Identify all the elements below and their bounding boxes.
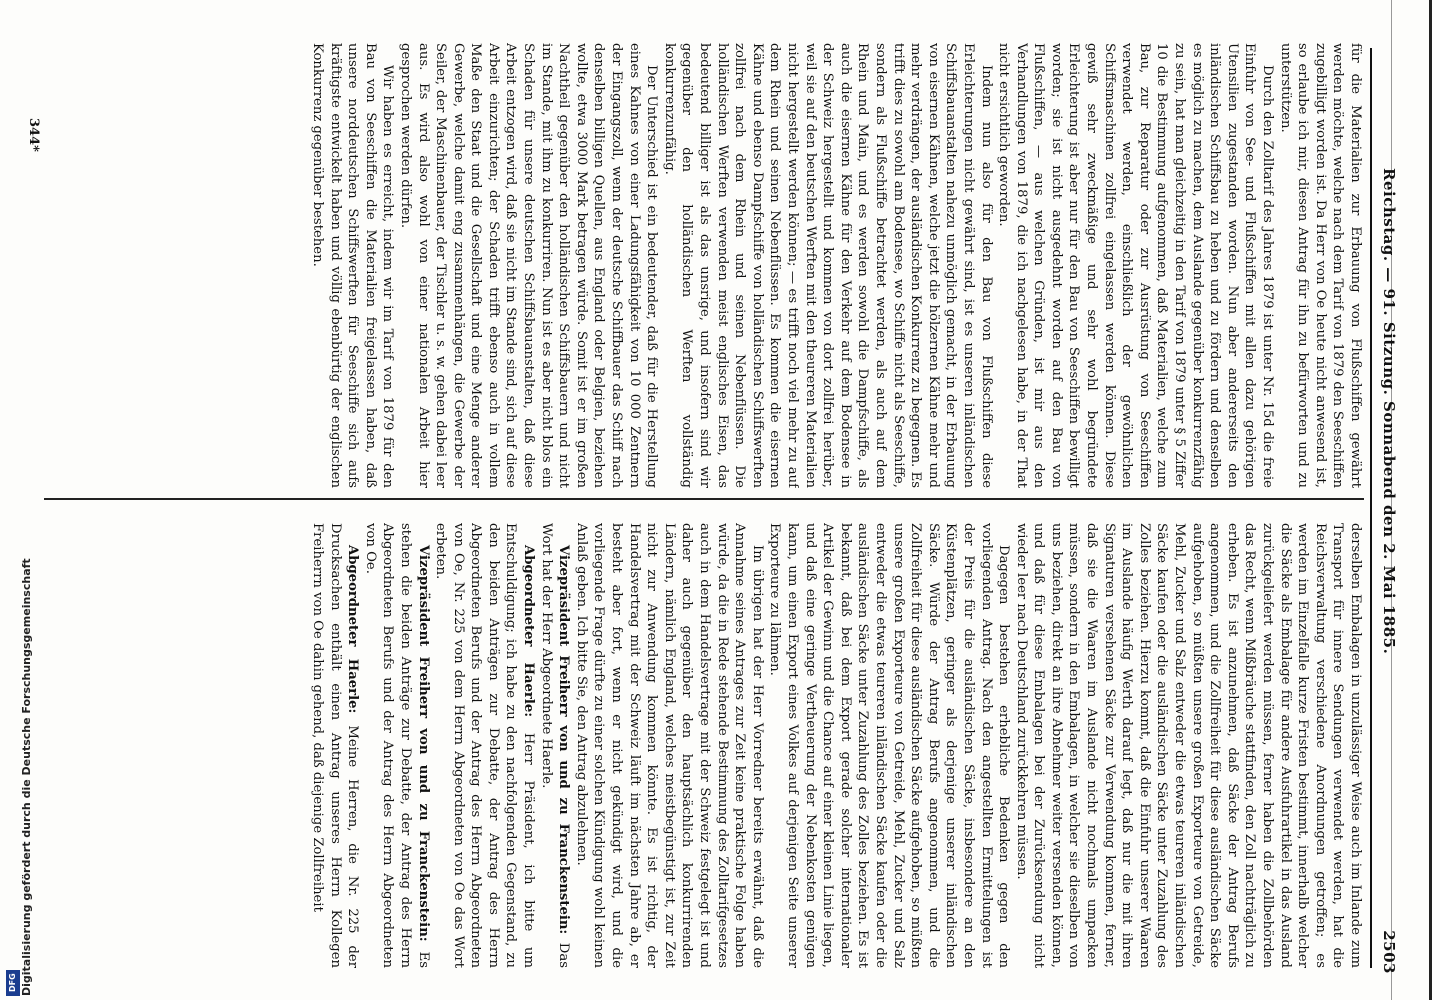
column-divider (44, 498, 1364, 500)
speaker-name: Vizepräsident Freiherr von und zu Franckenstein: (415, 545, 431, 942)
speech-text: Es stehen die beiden Anträge zur Debatte, der Antrag des Herrn Abgeordneten Berufs und der Antrag des Herrn Abgeordneten von Oe. (362, 523, 431, 968)
body-paragraph: Der Unterschied ist ein bedeutender, daß für die Herstellung eines Kahnes von einer Ladungsfähigkeit von 10 000 Zentnern der Eingangszoll, wenn der deutsche Schiffbauer das Schiff nach denselben billigen Quellen, aus England oder Belgien, beziehen wollte, etwa 3000 Mark betragen würde. Somit ist er im großen Nachtheil gegenüber den holländischen Schiffsbauern und nicht im Stande, mit ihm zu konkurriren. Nun ist es aber nicht blos ein Schaden für unsere deutschen Schiffsbauanstalten, daß diese Arbeit entzogen wird, daß sie nicht im Stande sind, sich auf diese Arbeit einzurichten; der Schaden trifft ebenso auch in vollem Maße den Staat und die Gesellschaft und eine Menge anderer Gewerbe, welche damit eng zusammenhängen, die Gewerbe der Seiler, der Maschinenbauer, der Tischler u. s. w. gehen dabei leer aus. Es wird also wohl von einer nationalen Arbeit hier gesprochen werden dürfen. (397, 43, 660, 488)
dfg-logo: DFG (6, 970, 20, 996)
body-paragraph: Durch den Zolltarif des Jahres 1879 ist unter Nr. 15d die freie Einfuhr von See- und Flußschiffen mit allen dazu gehörigen Utensilien zugestanden worden. Nun aber andererseits den inländischen Schiffsbau zu heben und zu fördern und denselben es möglich zu machen, dem Auslande gegenüber konkurrenzfähig zu sein, hat man gleichzeitig in den Tarif von 1879 unter § 5 Ziffer 10 die Bestimmung aufgenommen, daß Materialien, welche zum Bau, zur Reparatur oder zur Ausrüstung von Seeschiffen verwendet werden, einschließlich der gewöhnlichen Schiffsmaschinen zollfrei eingelassen werden können. Diese gewiß sehr zweckmäßige und sehr wohl begründete Erleichterung ist aber nur für den Bau von Seeschiffen bewilligt worden; sie ist nicht ausgedehnt worden auf den Bau von Flußschiffen, — aus welchen Gründen, ist mir aus den Verhandlungen von 1879, die ich nachgelesen habe, in der That nicht ersichtlich geworden. (996, 43, 1276, 488)
speaker-paragraph (432, 523, 538, 968)
page-number: 2503 (1380, 930, 1398, 974)
speech-text: Meine Herren, die Nr. 225 der Drucksachen enthält einen Antrag unseres Herrn Kollegen Freiherrn von Oe dahin gehend, daß diejenige Zollfreiheit (309, 523, 361, 968)
body-paragraph: für die Materialien zur Erbauung von Flußschiffen gewährt werden möchte, welche nach dem Tarif von 1879 den Seeschiffen zugebilligt worden ist. Da Herr von Oe heute nicht anwesend ist, so erlaube ich mir, diesen Antrag für ihn zu befürworten und zu unterstützen. (1277, 43, 1363, 488)
speaker-paragraph (361, 523, 431, 968)
body-paragraph: Wir haben es erreicht, indem wir im Tarif von 1879 für den Bau von Seeschiffen die Materialien freigelassen haben, daß unsere norddeutschen Schiffswerften für Seeschiffe sich aufs kräftigste entwickelt haben und völlig ebenbürtig der englischen Konkurrenz gegenüber bestehen. (309, 43, 396, 488)
page-header (1374, 18, 1400, 978)
body-paragraph: derselben Embalagen in unzulässiger Weise auch im Inlande zum Transport für innere Sendungen verwendet werden, hat die Reichsverwaltung verschiedene Anordnungen getroffen; es werden im Einzelfalle kurze Fristen bestimmt, innerhalb welcher die Säcke als Embalage für andere Ausfuhrartikel in das Ausland zurückgeliefert werden müssen, ferner haben die Zollbehörden das Recht, wenn Mißbräuche stattfinden, den Zoll nachträglich zu erheben. Es ist anzunehmen, daß Säcke der Antrag Berufs angenommen, und die Zollfreiheit für diese ausländischen Säcke aufgehoben, so müßten unsere großen Exporteure von Getreide, Mehl, Zucker und Salz entweder die etwas teureren inländischen Säcke kaufen oder die ausländischen Säcke unter Zuzahlung des Zolles beziehen. Hierzu kommt, daß die Einfuhr unserer Waaren im Auslande häufig Werth darauf legt, daß nur die mit ihren Signaturen versehenen Säcke zur Verwendung kommen, ferner, daß sie die Waaren im Auslande nicht nochmals umpacken müssen, sondern in den Embalagen, in welcher sie dieselben von uns beziehen, direkt an ihre Abnehmer weiter versenden können, und daß für diese Embalagen bei der Zurücksendung nicht wieder leer nach Deutschland zurückkehren müssen. (1013, 523, 1363, 968)
speech-text: Herr Präsident, ich bitte um Entschuldigung; ich habe zu den nachfolgenden Gegenstand, zu den beiden Anträgen zur Debatte, der Antrag des Herrn Abgeordneten Berufs und der Antrag des Herrn Abgeordneten von Oe, Nr. 225 von dem Herrn Abgeordneten von Oe das Wort erbeten. (433, 523, 537, 968)
speaker-name: Abgeordneter Haerle: (521, 545, 537, 718)
header-rule (1370, 48, 1372, 968)
body-paragraph: Dagegen bestehen erhebliche Bedenken gegen den vorliegenden Antrag. Nach den angestellten Ermittelungen ist der Preis für die ausländischen Säcke, insbesondere an den Küstenplätzen, geringer als derjenige unserer inländischen Säcke. Würde der Antrag Berufs angenommen, und die Zollfreiheit für diese ausländischen Säcke aufgehoben, so müßten unsere großen Exporteure von Getreide, Mehl, Zucker und Salz entweder die etwas teureren inländischen Säcke kaufen oder die ausländischen Säcke unter Zuzahlung des Zolles beziehen. Es ist bekannt, daß bei dem Export gerade solcher internationaler Artikel der Gewinn und die Chance auf einer kleinen Linie liegen, und daß eine geringe Vertheuerung der Nebenkosten genügen kann, um einen Export eines Volkes auf derjenigen Seite unserer Exporteure zu lähmen. (767, 523, 1012, 968)
speech-text: Das Wort hat der Herr Abgeordnete Haerle. (538, 523, 572, 968)
digitization-note: Digitalisierung gefördert durch die Deutsche Forschungsgemeinschaft (20, 558, 33, 996)
right-column (50, 43, 1364, 488)
body-paragraph: Indem nun also für den Bau von Flußschiffen diese Erleichterungen nicht gewährt sind, ist es unseren inländischen Schiffsbauanstalten nahezu unmöglich gemacht, in der Erbauung von eisernen Kähnen, welche jetzt die hölzernen Kähne mehr und mehr verdrängen, der ausländischen Konkurrenz zu begegnen. Es trifft dies zu sowohl am Bodensee, wo Schiffe nicht als Seeschiffe, sondern als Flußschiffe betrachtet werden, als auch auf dem Rhein und Main, und es werden sowohl die Dampfschiffe, als auch die eisernen Kähne für den Verkehr auf dem Bodensee in der Schweiz hergestellt und kommen von dort zollfrei herüber, weil sie auf den beutschen Werften mit den theureren Materialien nicht hergestellt werden können; — es trifft noch viel mehr zu auf dem Rhein und seinen Nebenflüssen. Es kommen die eisernen Kähne und ebenso Dampfschiffe von holländischen Schiffswerften zollfrei nach dem Rhein und seinen Nebenflüssen. Die holländischen Werften verwenden meist englisches Eisen, das bedeutend billiger ist als das unsrige, und insofern sind wir gegenüber den holländischen Werften vollständig konkurrenzunfähig. (661, 43, 994, 488)
speaker-paragraph (537, 523, 572, 968)
page-title: Reichstag. — 91. Sitzung. Sonnabend den 2. Mai 1885. (1380, 168, 1398, 655)
speaker-paragraph (308, 523, 361, 968)
rotated-page (20, 18, 1400, 978)
sheet-mark: 344* (26, 118, 41, 152)
body-paragraph: Im übrigen hat der Herr Vorredner bereits erwähnt, daß die Annahme seines Antrages zur Zeit keine praktische Folge haben würde, da die in Rede stehende Bestimmung des Zolltarifgesetzes auch in dem Handelsvertrage mit der Schweiz festgelegt ist und daher auch gegenüber den hauptsächlich konkurrirenden Ländern, nämlich England, welches meistbegünstigt ist, zur Zeit nicht zur Anwendung kommen könnte. Es ist richtig, der Handelsvertrag mit der Schweiz läuft im nächsten Jahre ab, er besteht aber fort, wenn er nicht gekündigt wird, und die vorliegende Frage dürfte zu einer solchen Kündigung wohl keinen Anlaß geben. Ich bitte Sie, den Antrag abzulehnen. (573, 523, 765, 968)
speaker-name: Vizepräsident Freiherr von und zu Franckenstein: (556, 545, 572, 935)
left-column (50, 523, 1364, 968)
speaker-name: Abgeordneter Haerle: (345, 545, 361, 714)
